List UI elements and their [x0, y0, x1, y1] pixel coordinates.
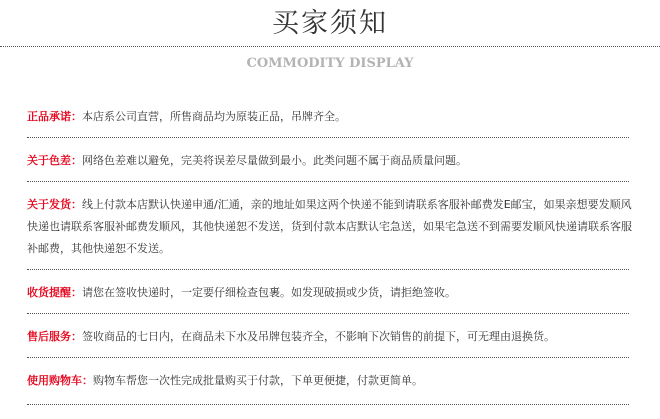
- notice-divider: [27, 137, 629, 138]
- notice-text: 线上付款本店默认快递申通/汇通，亲的地址如果这两个快递不能到请联系客服补邮费发E邮宝，如果亲想要发顺风快递也请联系客服补邮费发顺风，其他快递恕不发送，货到付款本店默认宅急送，如果宅急送不到需要发顺风快递请联系客服补邮费，其他快递恕不发送。: [27, 198, 632, 255]
- notice-text: 网络色差难以避免，完美将误差尽量做到最小。此类问题不属于商品质量问题。: [82, 154, 467, 167]
- notice-label: 使用购物车：: [27, 374, 93, 387]
- notice-text: 请您在签收快递时，一定要仔细检查包裹。如发现破损或少货，请拒绝签收。: [82, 286, 456, 299]
- notice-divider: [27, 269, 629, 270]
- notice-divider: [27, 357, 629, 358]
- notice-divider: [27, 313, 629, 314]
- notice-divider: [27, 404, 629, 405]
- notice-after-sales: [27, 326, 637, 348]
- notice-text: 本店系公司直营，所售商品均为原装正品，吊牌齐全。: [82, 110, 346, 123]
- notice-authenticity: [27, 106, 637, 128]
- page-title: 买家须知: [272, 8, 388, 39]
- header-divider: [0, 46, 660, 47]
- notice-divider: [27, 181, 629, 182]
- notice-label: 关于色差：: [27, 154, 82, 167]
- notice-text: 签收商品的七日内，在商品未下水及吊牌包装齐全，不影响下次销售的前提下，可无理由退换货。: [82, 330, 555, 343]
- notice-text: 购物车帮您一次性完成批量购买于付款，下单更便捷，付款更简单。: [93, 374, 423, 387]
- notice-label: 收货提醒：: [27, 286, 82, 299]
- notice-label: 正品承诺：: [27, 110, 82, 123]
- page-subtitle: COMMODITY DISPLAY: [246, 56, 414, 71]
- notice-label: 关于发货：: [27, 198, 82, 211]
- notice-shipping: [27, 194, 637, 260]
- notice-shopping-cart: [27, 370, 637, 392]
- notice-color-difference: [27, 150, 637, 172]
- notice-receipt: [27, 282, 637, 304]
- notice-label: 售后服务：: [27, 330, 82, 343]
